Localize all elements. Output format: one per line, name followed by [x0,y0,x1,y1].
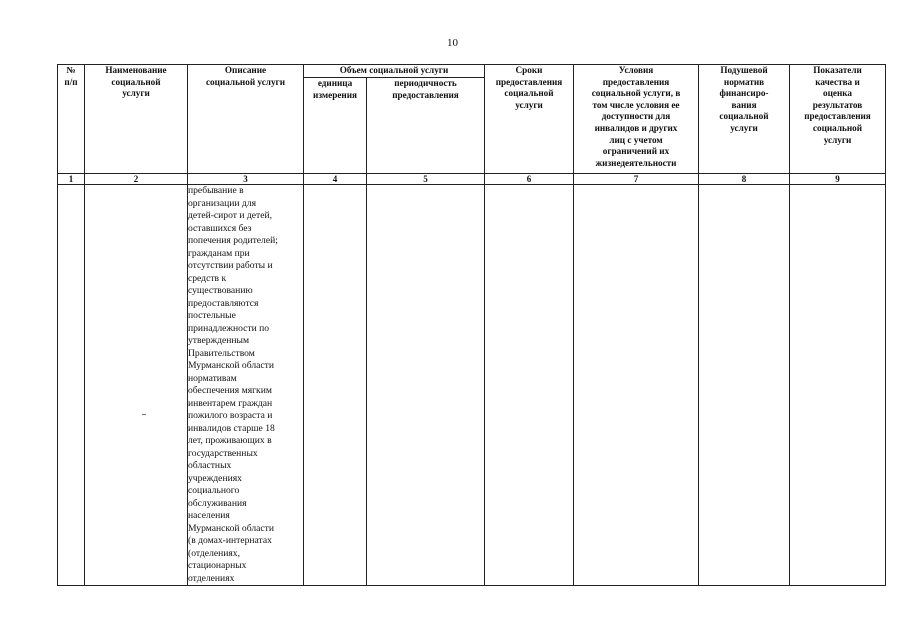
header-col-periodicity: периодичность предоставления [367,78,485,174]
column-number: 5 [367,174,485,185]
cell-funding-norm [699,185,790,586]
column-number: 4 [304,174,367,185]
header-col-number: № п/п [58,65,85,174]
header-col-unit: единица измерения [304,78,367,174]
column-number: 7 [574,174,699,185]
column-number: 3 [188,174,304,185]
column-numbers-row [58,174,886,185]
header-row-top [58,65,886,78]
cell-number [58,185,85,586]
cell-periodicity [367,185,485,586]
header-col-provision-terms: Сроки предоставления социальной услуги [485,65,574,174]
cell-service-description: пребывание в организации для детей-сирот и детей, оставшихся без попечения родителей; гражданам при отсутствии работы и средств к существованию предоставляются постельные принадлежности по утвержденным Правительством Мурманской области нормативам обеспечения мягким инвентарем граждан пожилого возраста и инвалидов старше 18 лет, проживающих в государственных областных учреждениях социального обслуживания населения Мурманской области (в домах-интернатах (отделениях, стационарных отделениях [188,185,304,586]
table-row [58,185,886,586]
column-number: 6 [485,174,574,185]
header-col-provision-conditions: Условия предоставления социальной услуги, в том числе условия ее доступности для инвалидов и других лиц с учетом ограничений их жизнедеятельности [574,65,699,174]
cell-provision-terms [485,185,574,586]
cell-service-name [85,185,188,586]
column-number: 1 [58,174,85,185]
header-col-funding-norm: Подушевой норматив финансиро- вания социальной услуги [699,65,790,174]
column-number: 8 [699,174,790,185]
page-number: 10 [447,37,458,49]
cell-quality-indicators [790,185,886,586]
social-services-table [57,64,886,586]
scan-artifact-mark [142,414,146,415]
header-col-service-description: Описание социальной услуги [188,65,304,174]
header-group-service-volume: Объем социальной услуги [304,65,485,78]
column-number: 2 [85,174,188,185]
cell-unit [304,185,367,586]
cell-provision-conditions [574,185,699,586]
header-col-service-name: Наименование социальной услуги [85,65,188,174]
column-number: 9 [790,174,886,185]
header-col-quality-indicators: Показатели качества и оценка результатов предоставления социальной услуги [790,65,886,174]
